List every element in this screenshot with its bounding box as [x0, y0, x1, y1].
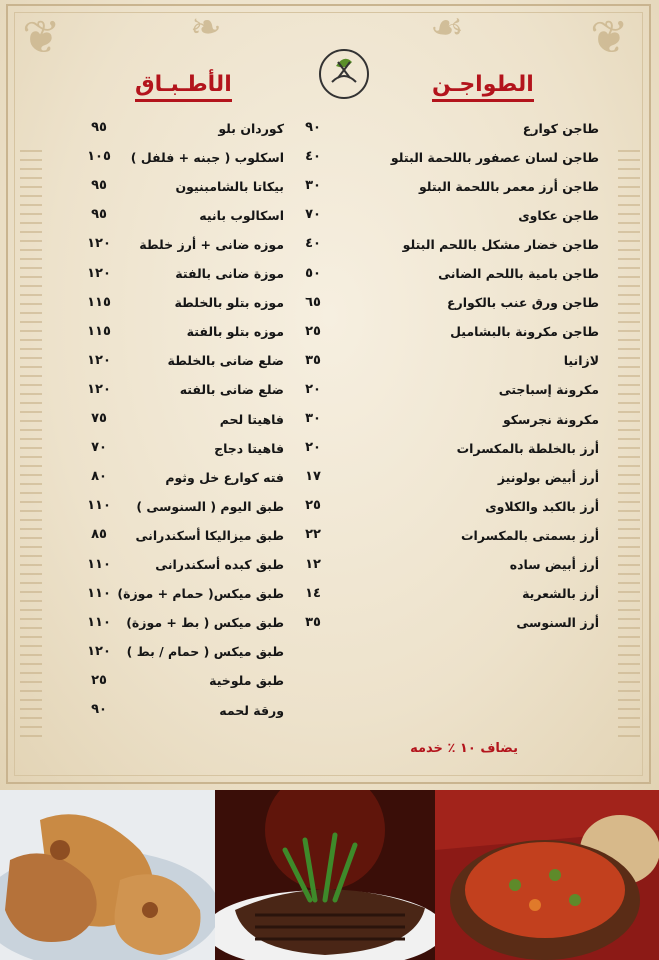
dish-item-name: فته كوارع خل وثوم [165, 469, 284, 485]
dish-item-price: ١٢٠ [87, 381, 111, 397]
tagine-item-name: أرز أبيض بولونيز [497, 469, 599, 485]
right-border-stripes [618, 150, 640, 740]
tagine-item-name: مكرونة نجرسكو [502, 411, 599, 427]
tagine-item-name: طاجن ورق عنب بالكوارع [446, 295, 599, 311]
dish-item-price: ٧٥ [91, 411, 107, 426]
grilled-chicken-photo [0, 790, 215, 960]
dish-item-price: ١٢٠ [87, 236, 111, 252]
okra-tagine-photo [435, 790, 659, 960]
food-photos [0, 790, 659, 960]
dish-item-name: موزة ضانى بالفتة [175, 266, 284, 281]
tagine-item-price: ٢٠ [305, 440, 321, 456]
dish-item-price: ٩٥ [91, 178, 107, 194]
dish-item-price: ٧٠ [91, 440, 107, 456]
dish-item-name: اسكلوب ( جبنه + فلفل ) [130, 149, 284, 165]
tagine-item-price: ٣٠ [305, 411, 321, 426]
tagine-item-name: طاجن لسان عصفور باللحمة البتلو [390, 149, 599, 165]
tagine-item-price: ٥٠ [305, 265, 321, 281]
tagine-item-name: أرز بالكبد والكلاوى [485, 498, 599, 514]
dish-item-name: طبق ميكس ( بط + موزة) [126, 615, 284, 631]
corner-ornament-icon: ❦ [22, 10, 61, 64]
steak-photo [215, 790, 435, 960]
tagine-item-name: أرز بالشعرية [522, 586, 599, 602]
dish-item-price: ١٢٠ [87, 643, 111, 659]
dish-item-name: اسكالوب بانيه [199, 207, 284, 223]
dish-item-price: ٨٥ [91, 527, 107, 543]
tagine-item-price: ٧٠ [305, 207, 321, 223]
dish-item-price: ١٢٠ [87, 352, 111, 368]
dish-item-price: ١١٥ [87, 323, 111, 339]
dish-item-price: ١١٠ [87, 585, 111, 601]
tagine-item-name: لازانيا [563, 353, 599, 369]
tagine-item-price: ٢٥ [305, 498, 321, 514]
tagine-item-price: ٣٥ [305, 352, 321, 368]
tagine-item-name: طاجن خضار مشكل باللحم البتلو [402, 236, 599, 252]
dishes-heading: الأطـبـاق [135, 72, 232, 102]
dish-item-price: ٩٥ [91, 120, 107, 135]
dish-item-price: ٢٥ [91, 672, 107, 688]
dish-item-price: ١٢٠ [87, 265, 111, 281]
dish-item-name: ورقة لحمه [219, 702, 284, 718]
dish-item-name: طبق ميكس( حمام + موزة) [117, 586, 284, 602]
tagine-item-price: ١٢ [305, 556, 321, 572]
service-charge-note: يضاف ١٠ ٪ خدمه [410, 741, 518, 756]
dish-item-name: طبق ميزاليكا أسكندرانى [135, 527, 284, 543]
dish-item-price: ٩٠ [91, 702, 107, 717]
left-border-stripes [20, 150, 42, 740]
dish-item-price: ٩٥ [91, 207, 107, 223]
tagine-item-name: طاجن عكاوى [518, 207, 599, 223]
dish-item-name: موزه بتلو بالخلطة [174, 295, 284, 311]
dish-item-name: طبق اليوم ( السنوسى ) [136, 498, 284, 514]
dish-item-price: ١١٠ [87, 556, 111, 572]
dish-item-name: موزه بتلو بالفتة [186, 324, 284, 340]
dish-item-name: طبق كبده أسكندرانى [155, 557, 284, 572]
dish-item-price: ١٠٥ [87, 149, 111, 165]
tagine-item-name: أرز بسمتى بالمكسرات [461, 527, 599, 543]
tagine-item-name: طاجن بامية باللحم الضانى [438, 266, 599, 281]
dish-item-price: ٨٠ [91, 469, 107, 485]
tagine-item-price: ٢٥ [305, 323, 321, 339]
dish-item-name: بيكاتا بالشامبنيون [175, 178, 284, 194]
dish-item-price: ١١٠ [87, 498, 111, 514]
restaurant-logo-icon [318, 48, 370, 100]
dish-item-name: طبق ملوخية [209, 673, 284, 689]
tagine-item-price: ٤٠ [305, 236, 321, 252]
tagine-item-name: طاجن كوارع [522, 120, 599, 136]
tagines-heading: الطواجـن [432, 72, 534, 102]
ornament-icon: ❧ [190, 5, 222, 49]
tagine-item-name: أرز بالخلطة بالمكسرات [456, 440, 599, 456]
ornament-icon: ☙ [430, 5, 465, 49]
tagine-item-price: ٢٢ [305, 527, 321, 543]
dish-item-name: ضلع ضانى بالفته [179, 382, 284, 398]
dish-item-name: موزه ضانى + أرز خلطة [139, 236, 284, 252]
tagine-item-price: ٦٥ [305, 294, 321, 310]
dish-item-price: ١١٠ [87, 614, 111, 630]
tagine-item-price: ١٧ [305, 469, 321, 485]
tagine-item-price: ١٤ [305, 585, 321, 601]
tagine-item-name: أرز أبيض ساده [509, 557, 599, 572]
tagine-item-price: ٤٠ [305, 149, 321, 165]
tagine-item-name: أرز السنوسى [516, 615, 599, 631]
tagine-item-price: ٢٠ [305, 381, 321, 397]
tagine-item-name: طاجن أرز معمر باللحمة البتلو [418, 178, 599, 194]
tagine-item-name: طاجن مكرونة بالبشاميل [450, 324, 599, 340]
tagine-item-price: ٣٥ [305, 614, 321, 630]
dish-item-price: ١١٥ [87, 294, 111, 310]
dish-item-name: كوردان بلو [218, 120, 284, 136]
dish-item-name: فاهيتا لحم [219, 411, 284, 427]
tagine-item-price: ٩٠ [305, 120, 321, 135]
tagine-item-price: ٣٠ [305, 178, 321, 194]
tagine-item-name: مكرونة إسباجتى [498, 382, 599, 398]
corner-ornament-icon: ❦ [590, 10, 629, 64]
dish-item-name: فاهيتا دجاج [214, 440, 284, 456]
dish-item-name: طبق ميكس ( حمام / بط ) [126, 644, 284, 660]
dish-item-name: ضلع ضانى بالخلطة [167, 353, 284, 369]
